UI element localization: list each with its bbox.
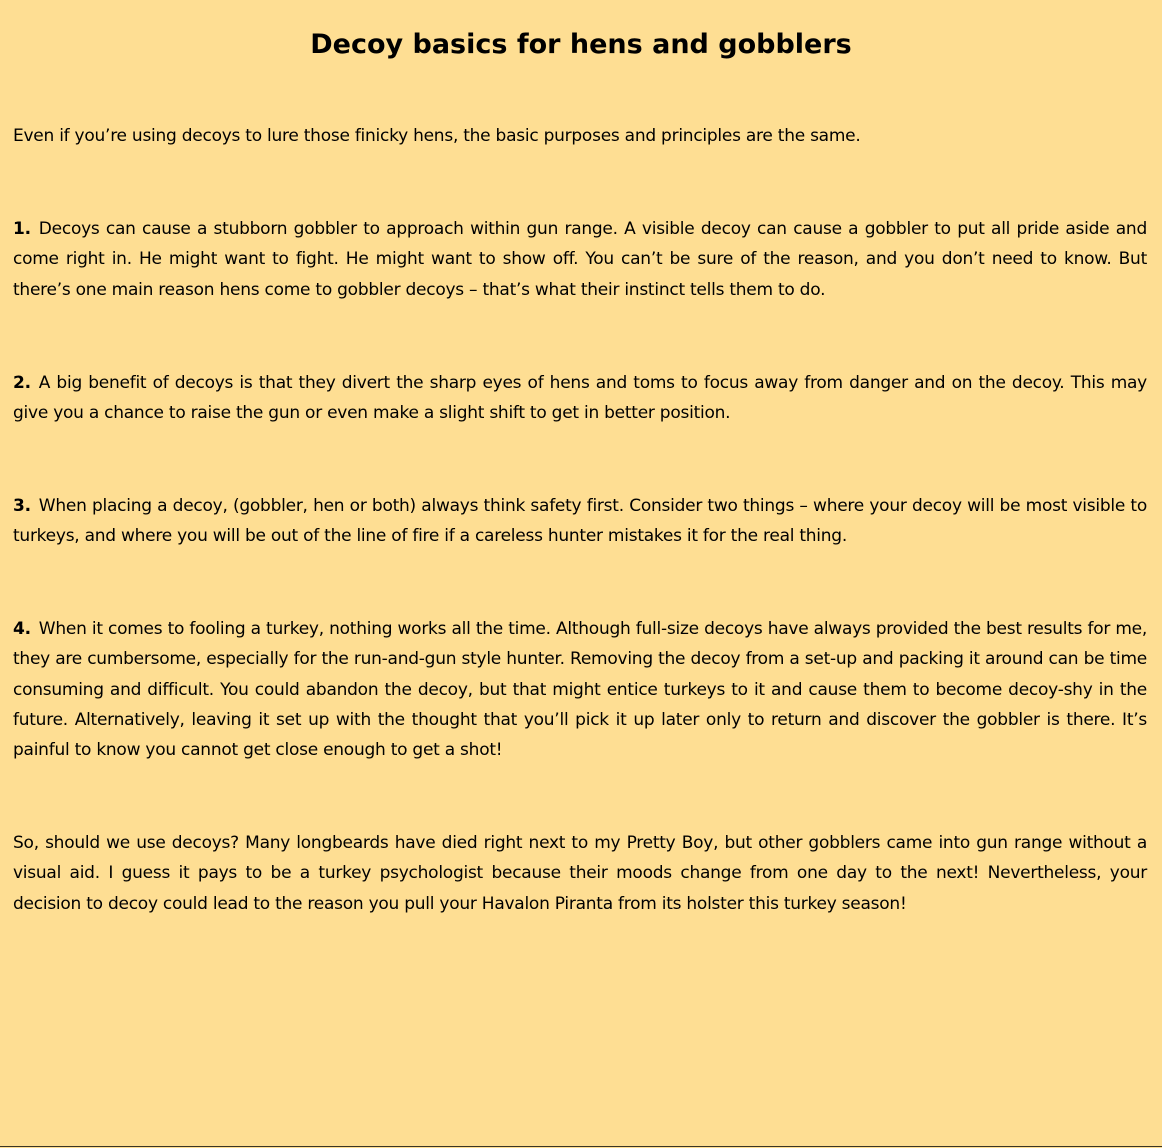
point-2-number: 2. [13,373,31,393]
point-4-number: 4. [13,619,31,639]
point-3-text: When placing a decoy, (gobbler, hen or both) always think safety first. Consider two things – where your decoy will be most visible to turkeys, and where you will be out of the line of fire if a careless hunter mistakes it for the real thing. [13,496,1147,547]
point-2-paragraph [13,368,1147,429]
bottom-border [0,1146,1162,1147]
intro-paragraph: Even if you’re using decoys to lure those finicky hens, the basic purposes and principles are the same. [13,126,861,146]
point-1-paragraph [13,214,1147,305]
point-3-paragraph [13,491,1147,552]
page-title: Decoy basics for hens and gobblers [310,29,852,61]
point-4-paragraph [13,614,1147,765]
point-1-number: 1. [13,219,31,239]
conclusion-paragraph: So, should we use decoys? Many longbeards have died right next to my Pretty Boy, but other gobblers came into gun range without a visual aid. I guess it pays to be a turkey psychologist because their moods change from one day to the next! Nevertheless, your decision to decoy could lead to the reason you pull your Havalon Piranta from its holster this turkey season! [13,833,1147,914]
point-4-text: When it comes to fooling a turkey, nothing works all the time. Although full-size decoys have always provided the best results for me, they are cumbersome, especially for the run-and-gun style hunter. Removing the decoy from a set-up and packing it around can be time consuming and difficult. You could abandon the decoy, but that might entice turkeys to it and cause them to become decoy-shy in the future. Alternatively, leaving it set up with the thought that you’ll pick it up later only to return and discover the gobbler is there. It’s painful to know you cannot get close enough to get a shot! [13,619,1147,761]
point-3-number: 3. [13,496,31,516]
point-2-text: A big benefit of decoys is that they divert the sharp eyes of hens and toms to focus away from danger and on the decoy. This may give you a chance to raise the gun or even make a slight shift to get in better position. [13,373,1147,424]
point-1-text: Decoys can cause a stubborn gobbler to approach within gun range. A visible decoy can cause a gobbler to put all pride aside and come right in. He might want to fight. He might want to show off. You can’t be sure of the reason, and you don’t need to know. But there’s one main reason hens come to gobbler decoys – that’s what their instinct tells them to do. [13,219,1147,300]
